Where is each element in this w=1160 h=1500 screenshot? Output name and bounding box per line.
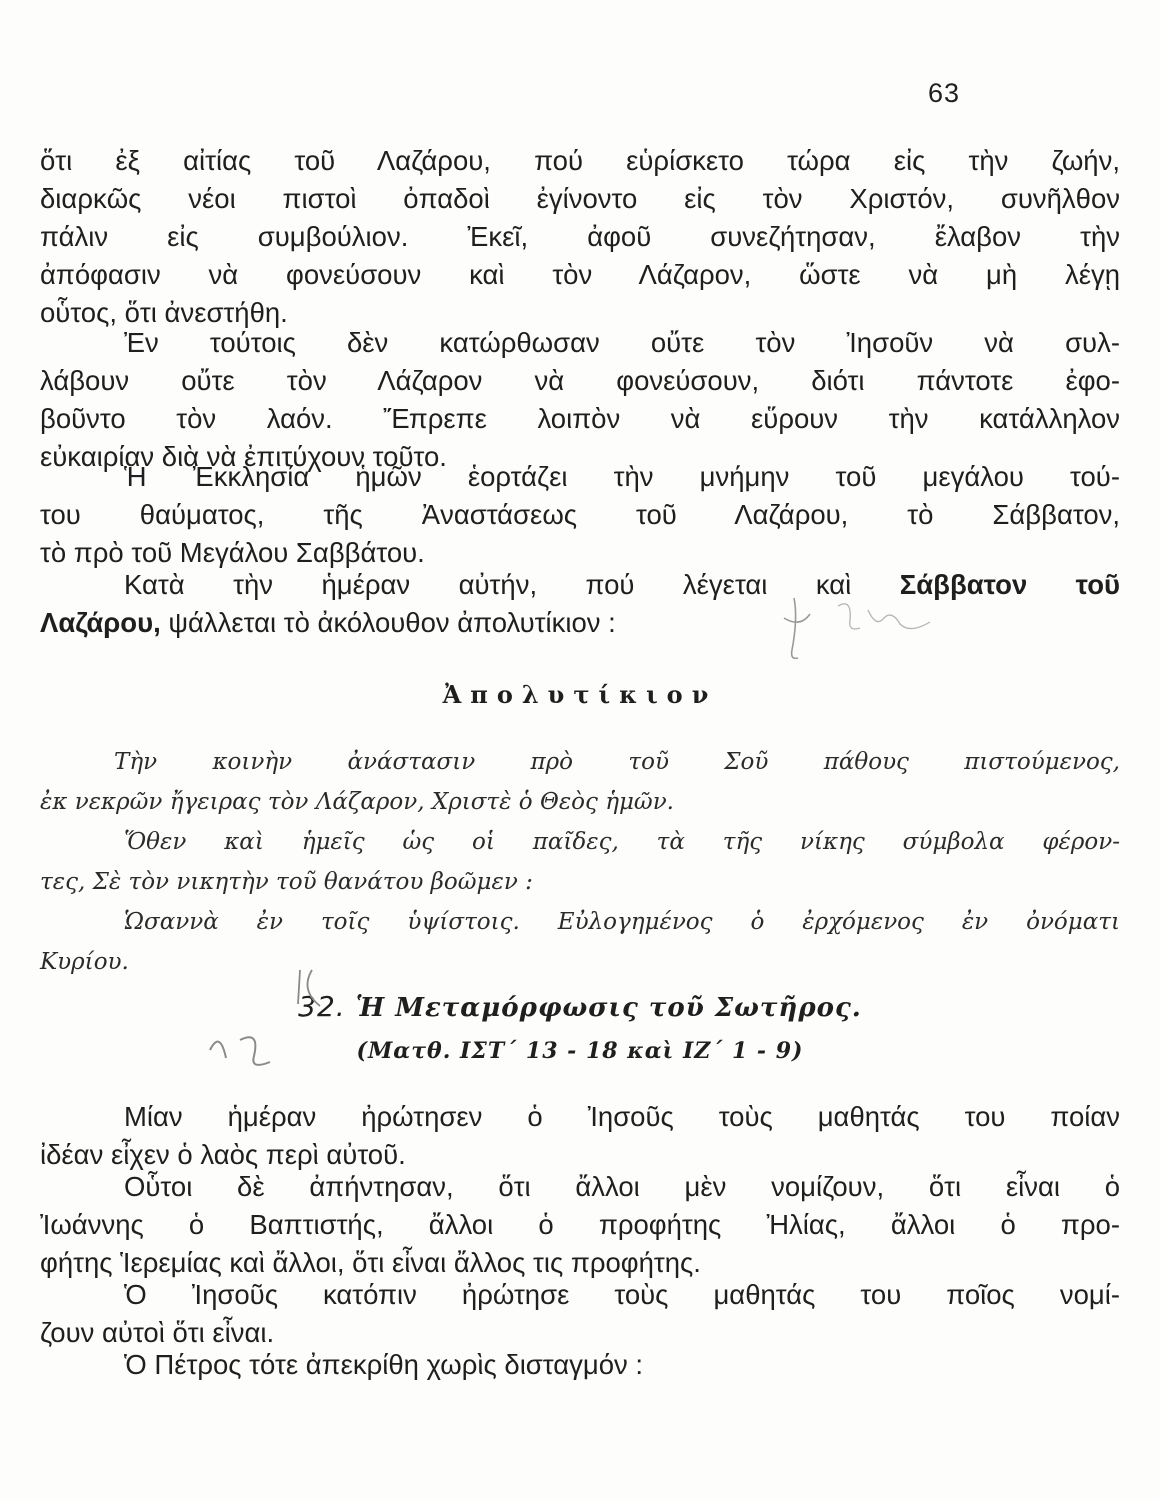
- chapter-reference: (Ματθ. ΙΣΤ΄ 13 - 18 καὶ ΙΖ΄ 1 - 9): [356, 1038, 804, 1064]
- text-normal: ψάλλεται τὸ ἀκόλουθον ἀπολυτίκιον :: [168, 607, 616, 638]
- apolytikion-heading: Ἀπολυτίκιον: [442, 680, 718, 709]
- text-line: φήτης Ἱερεμίας καὶ ἄλλοι, ὅτι εἶναι ἄλλος τις προφήτης.: [40, 1247, 701, 1278]
- text-line: ἰδέαν εἶχεν ὁ λαὸς περὶ αὐτοῦ.: [40, 1139, 406, 1170]
- paragraph-answers: [40, 1168, 1120, 1282]
- text-line: Ὁ Ἰησοῦς κατόπιν ἠρώτησε τοὺς μαθητάς του ποῖος νομί-: [124, 1279, 1120, 1310]
- hymn-line: Κυρίου.: [40, 949, 129, 975]
- text-line: τὸ πρὸ τοῦ Μεγάλου Σαββάτου.: [40, 537, 425, 568]
- hymn-line: Ὅθεν καὶ ἡμεῖς ὡς οἱ παῖδες, τὰ τῆς νίκης σύμβολα φέρον-: [124, 829, 1120, 855]
- text-line: λάβουν οὔτε τὸν Λάζαρον νὰ φονεύσουν, διότι πάντοτε ἐφο-: [40, 365, 1120, 396]
- text-line: οὗτος, ὅτι ἀνεστήθη.: [40, 297, 288, 328]
- paragraph-peter: [40, 1346, 1120, 1384]
- text-line: ζουν αὐτοὶ ὅτι εἶναι.: [40, 1317, 275, 1348]
- paragraph-church-feast: [40, 458, 1120, 572]
- text-line: ἀπόφασιν νὰ φονεύσουν καὶ τὸν Λάζαρον, ὥστε νὰ μὴ λέγῃ: [40, 259, 1120, 290]
- paragraph-failed-arrest: [40, 324, 1120, 476]
- apolytikion-hymn: [40, 742, 1120, 982]
- page-number: 63: [928, 78, 961, 108]
- text-bold: Λαζάρου,: [40, 607, 161, 638]
- text-bold: Σάββατον τοῦ: [899, 569, 1120, 600]
- text-normal: Κατὰ τὴν ἡμέραν αὐτήν, πού λέγεται καὶ: [124, 569, 852, 600]
- hymn-line: ἐκ νεκρῶν ἤγειρας τὸν Λάζαρον, Χριστὲ ὁ Θεὸς ἡμῶν.: [40, 789, 674, 815]
- hymn-line: Ὡσαννὰ ἐν τοῖς ὑψίστοις. Εὐλογημένος ὁ ἐρχόμενος ἐν ὀνόματι: [124, 909, 1120, 935]
- chapter-title: Ἡ Μεταμόρφωσις τοῦ Σωτῆρος.: [355, 993, 862, 1023]
- chapter-heading: [0, 990, 1160, 1023]
- text-line: Ἰωάννης ὁ Βαπτιστής, ἄλλοι ὁ προφήτης Ἠλίας, ἄλλοι ὁ προ-: [40, 1209, 1120, 1240]
- paragraph-question: [40, 1098, 1120, 1174]
- text-line: Ἐν τούτοις δὲν κατώρθωσαν οὔτε τὸν Ἰησοῦν νὰ συλ-: [124, 327, 1120, 358]
- text-line: του θαύματος, τῆς Ἀναστάσεως τοῦ Λαζάρου, τὸ Σάββατον,: [40, 499, 1120, 530]
- paragraph-jesus-asks: [40, 1276, 1120, 1352]
- paragraph-lazarus-saturday: [40, 566, 1120, 642]
- hymn-line: Τὴν κοινὴν ἀνάστασιν πρὸ τοῦ Σοῦ πάθους πιστούμενος,: [114, 749, 1120, 775]
- chapter-number: 32.: [298, 990, 346, 1023]
- text-line: διαρκῶς νέοι πιστοὶ ὀπαδοὶ ἐγίνοντο εἰς τὸν Χριστόν, συνῆλθον: [40, 183, 1120, 214]
- text-line: εὐκαιρίαν διὰ νὰ ἐπιτύχουν τοῦτο.: [40, 441, 447, 472]
- text-line: Οὗτοι δὲ ἀπήντησαν, ὅτι ἄλλοι μὲν νομίζουν, ὅτι εἶναι ὁ: [124, 1171, 1120, 1202]
- text-line: βοῦντο τὸν λαόν. Ἔπρεπε λοιπὸν νὰ εὕρουν τὴν κατάλληλον: [40, 403, 1120, 434]
- text-line: Μίαν ἡμέραν ἠρώτησεν ὁ Ἰησοῦς τοὺς μαθητάς του ποίαν: [124, 1101, 1120, 1132]
- text-line: Ἡ Ἐκκλησία ἡμῶν ἑορτάζει τὴν μνήμην τοῦ μεγάλου τού-: [124, 461, 1120, 492]
- text-line: [40, 604, 1120, 642]
- text-line: Ὁ Πέτρος τότε ἀπεκρίθη χωρὶς δισταγμόν :: [124, 1349, 644, 1380]
- paragraph-lazarus-plot: [40, 142, 1120, 332]
- text-line: [40, 566, 1120, 604]
- text-line: ὅτι ἐξ αἰτίας τοῦ Λαζάρου, πού εὑρίσκετο τώρα εἰς τὴν ζωήν,: [40, 145, 1120, 176]
- text-line: πάλιν εἰς συμβούλιον. Ἐκεῖ, ἀφοῦ συνεζήτησαν, ἔλαβον τὴν: [40, 221, 1120, 252]
- hymn-line: τες, Σὲ τὸν νικητὴν τοῦ θανάτου βοῶμεν :: [40, 869, 533, 895]
